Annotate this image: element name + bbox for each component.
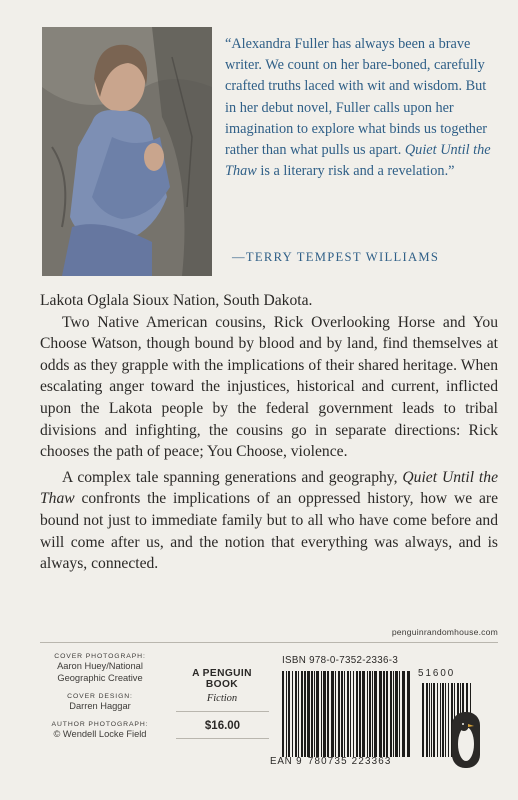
barcode-bar <box>307 671 310 757</box>
credits <box>40 653 160 749</box>
barcode <box>282 671 478 757</box>
price: $16.00 <box>204 720 241 732</box>
paragraph-3-end: confronts the implications of an oppressed history, how we are bound not just to immediate family but to all who have come before and will come after us, and the notion that everything was always, and is always, connected. <box>40 490 498 573</box>
description-paragraph-2: Two Native American cousins, Rick Overlooking Horse and You Choose Watson, though bound by blood and by land, find themselves at odds as they grapple with the implications of their shared heritage. When escalating anger toward the injustices, historical and current, inflicted upon the Lakota people by the federal government leads to tribal divisions and infighting, the cousins go in separate directions: Rick chooses the path of peace; You Choose, violence. <box>40 313 498 461</box>
isbn: ISBN 978-0-7352-2336-3 <box>282 655 399 666</box>
barcode-bar <box>321 671 322 757</box>
credit-value: © Wendell Locke Field <box>53 729 147 739</box>
description-paragraph-3 <box>40 467 498 575</box>
ean-label: EAN <box>270 756 293 767</box>
barcode-addon-bar <box>442 683 444 757</box>
cover-photo-credit <box>40 653 160 684</box>
book-category: Fiction <box>206 693 238 704</box>
barcode-addon-bar <box>433 683 435 757</box>
quote-text-start: “Alexandra Fuller has always been a brave writer. We count on her bare-boned, carefully crafted truths laced with wit and wisdom. But in her debut novel, Fuller calls upon her imagination to explore what binds us together rather than what pulls us apart. <box>225 36 488 159</box>
barcode-bar <box>292 671 293 757</box>
divider <box>40 642 498 643</box>
barcode-bar <box>314 671 315 757</box>
barcode-bar <box>350 671 351 757</box>
blurb-quote <box>225 34 495 182</box>
book-description <box>40 290 498 575</box>
barcode-addon-bar <box>429 683 430 757</box>
barcode-bar <box>399 671 400 757</box>
barcode-bar <box>344 671 345 757</box>
barcode-bar <box>282 671 284 757</box>
credit-value: Geographic Creative <box>57 673 143 683</box>
barcode-addon-bar <box>440 683 441 757</box>
barcode-bar <box>341 671 343 757</box>
barcode-bar <box>295 671 297 757</box>
barcode-bar <box>359 671 361 757</box>
barcode-bar <box>402 671 405 757</box>
quote-attribution: —TERRY TEMPEST WILLIAMS <box>232 250 440 264</box>
ean-first-digit: 9 <box>296 756 303 767</box>
barcode-bar <box>362 671 365 757</box>
barcode-bar <box>407 671 410 757</box>
author-photo-credit <box>40 721 160 740</box>
barcode-bar <box>356 671 358 757</box>
barcode-bar <box>331 671 334 757</box>
barcode-bar <box>374 671 377 757</box>
cover-design-credit <box>40 693 160 712</box>
barcode-bar <box>386 671 388 757</box>
barcode-addon-bar <box>431 683 432 757</box>
barcode-addon-bar <box>422 683 424 757</box>
credit-label: COVER DESIGN: <box>67 693 133 700</box>
barcode-bar <box>316 671 319 757</box>
credit-value: Aaron Huey/National <box>57 661 143 671</box>
barcode-bar <box>338 671 340 757</box>
barcode-addon-bar <box>426 683 428 757</box>
barcode-bar <box>379 671 382 757</box>
credit-value: Darren Haggar <box>69 701 131 711</box>
barcode-bar <box>286 671 287 757</box>
barcode-bar <box>323 671 326 757</box>
publisher-website: penguinrandomhouse.com <box>391 627 498 637</box>
barcode-bar <box>327 671 329 757</box>
quote-text-end: is a literary risk and a revelation.” <box>256 163 455 180</box>
barcode-addon-bar <box>437 683 438 757</box>
barcode-bar <box>367 671 368 757</box>
barcode-bar <box>390 671 392 757</box>
barcode-addon-number: 51600 <box>418 668 456 679</box>
barcode-bar <box>395 671 398 757</box>
ean <box>270 756 392 767</box>
barcode-bar <box>347 671 349 757</box>
quote-book-title: Quiet Until the Thaw <box>225 142 491 180</box>
barcode-bar <box>288 671 290 757</box>
publisher-block <box>178 668 266 704</box>
credit-label: AUTHOR PHOTOGRAPH: <box>51 721 149 728</box>
barcode-bar <box>301 671 303 757</box>
barcode-bar <box>369 671 371 757</box>
price-box <box>176 711 269 739</box>
barcode-addon-bar <box>445 683 446 757</box>
barcode-bar <box>311 671 313 757</box>
barcode-bar <box>335 671 336 757</box>
credit-label: COVER PHOTOGRAPH: <box>54 653 146 660</box>
paragraph-3-title: Quiet Until the Thaw <box>40 468 498 508</box>
author-photo <box>42 27 212 276</box>
barcode-bar <box>372 671 373 757</box>
barcode-bar <box>353 671 354 757</box>
barcode-bar <box>383 671 385 757</box>
barcode-bar <box>298 671 299 757</box>
barcode-bar <box>304 671 306 757</box>
barcode-addon-bar <box>448 683 449 757</box>
paragraph-3-start: A complex tale spanning generations and geography, <box>62 468 403 486</box>
barcode-bar <box>393 671 394 757</box>
ean-number: 780735 223363 <box>307 756 392 767</box>
description-paragraph-1: Lakota Oglala Sioux Nation, South Dakota. <box>40 292 313 309</box>
penguin-logo-icon <box>452 712 480 768</box>
publisher-name: A PENGUIN BOOK <box>192 668 252 690</box>
